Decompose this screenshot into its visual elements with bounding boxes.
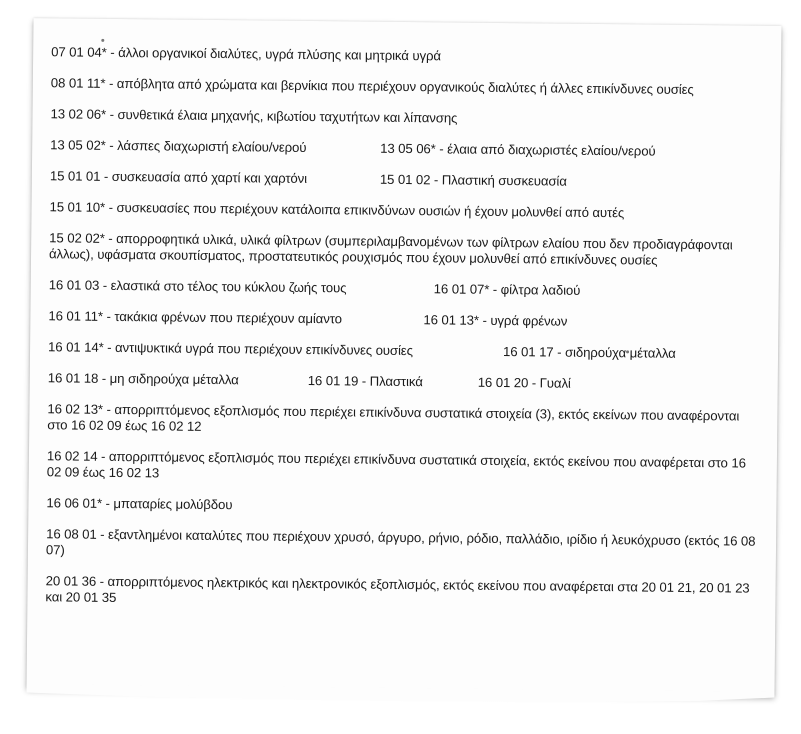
list-item [49, 230, 761, 269]
entry-text: 16 02 13* - απορριπτόμενος εξοπλισμός που περιέχει επικίνδυνα συστατικά στοιχεία (3), εκτός εκείνων που αναφέρονται στο 16 02 09 έως 16 02 12 [47, 401, 740, 434]
entry-text: 15 01 01 - συσκευασία από χαρτί και χαρτόνι [49, 168, 308, 186]
list-item [49, 277, 761, 300]
entry-text: 13 05 06* - έλαια από διαχωριστές ελαίου/νερού [380, 140, 656, 159]
entry-text: 16 01 03 - ελαστικά στο τέλος του κύκλου ζωής τους [48, 277, 347, 296]
entry-text: 07 01 04* - άλλοι οργανικοί διαλύτες, υγρά πλύσης και μητρικά υγρά [51, 44, 442, 64]
entry-text: 16 01 11* - τακάκια φρένων που περιέχουν αμίαντο [48, 308, 342, 327]
page-torn-edge [26, 684, 774, 706]
list-item [51, 75, 763, 98]
entry-text: 16 01 19 - Πλαστικά [307, 372, 423, 390]
scanned-page [27, 18, 782, 696]
entry-text: 15 01 10* - συσκευασίες που περιέχουν κατάλοιπα επικινδύνων ουσιών ή έχουν μολυνθεί από αυτές [49, 199, 625, 221]
entry-text: 16 01 17 - σιδηρούχα μέταλλα [502, 344, 676, 361]
list-item [50, 168, 762, 191]
list-item [50, 137, 762, 160]
list-item [51, 44, 763, 67]
entry-text: 16 01 13* - υγρά φρένων [423, 312, 568, 329]
entry-text: 13 02 06* - συνθετικά έλαια μηχανής, κιβωτίου ταχυτήτων και λίπανσης [50, 106, 458, 126]
scan-speck [101, 39, 104, 42]
entry-text: 16 08 01 - εξαντλημένοι καταλύτες που περιέχουν χρυσό, άργυρο, ρήνιο, ρόδιο, παλλάδιο, ιρίδιο ή λευκόχρυσο (εκτός 16 08 07) [45, 526, 756, 558]
entry-text: 08 01 11* - απόβλητα από χρώματα και βερνίκια που περιέχουν οργανικούς διαλύτες ή άλλες επικίνδυνες ουσίες [50, 75, 694, 98]
list-item [46, 526, 758, 565]
entry-text: 16 06 01* - μπαταρίες μολύβδου [46, 495, 233, 513]
list-item [47, 448, 759, 487]
entry-text: 13 05 02* - λάσπες διαχωριστή ελαίου/νερού [50, 137, 307, 155]
list-item [50, 106, 762, 129]
list-item [46, 495, 758, 518]
entry-text: 20 01 36 - απορριπτόμενος ηλεκτρικός και ηλεκτρονικός εξοπλισμός, εκτός εκείνου που αναφέρεται στα 20 01 21, 20 01 23 και 20 01 35 [45, 573, 750, 605]
waste-code-list [45, 44, 763, 627]
list-item [49, 199, 761, 222]
list-item [45, 573, 757, 612]
entry-text: 16 01 14* - αντιψυκτικά υγρά που περιέχουν επικίνδυνες ουσίες [48, 339, 413, 359]
list-item [48, 370, 760, 393]
entry-text: 15 02 02* - απορροφητικά υλικά, υλικά φίλτρων (συμπεριλαμβανομένων των φίλτρων ελαίου που δεν προδιαγράφονται άλλως), υφάσματα σκουπίσματος, προστατευτικός ρουχισμός που έχουν μολυνθεί από επικίνδυνες ουσίες [48, 230, 733, 268]
list-item [48, 308, 760, 331]
entry-text: 16 01 20 - Γυαλί [477, 374, 571, 391]
list-item [48, 339, 760, 362]
list-item [47, 401, 759, 440]
entry-text: 16 01 07* - φίλτρα λαδιού [433, 281, 581, 298]
entry-text: 16 01 18 - μη σιδηρούχα μέταλλα [47, 370, 239, 388]
entry-text: 15 01 02 - Πλαστική συσκευασία [379, 171, 567, 189]
entry-text: 16 02 14 - απορριπτόμενος εξοπλισμός που περιέχει επικίνδυνα συστατικά στοιχεία, εκτός εκείνου που αναφέρεται στο 16 02 09 έως 16 02 13 [46, 448, 746, 481]
